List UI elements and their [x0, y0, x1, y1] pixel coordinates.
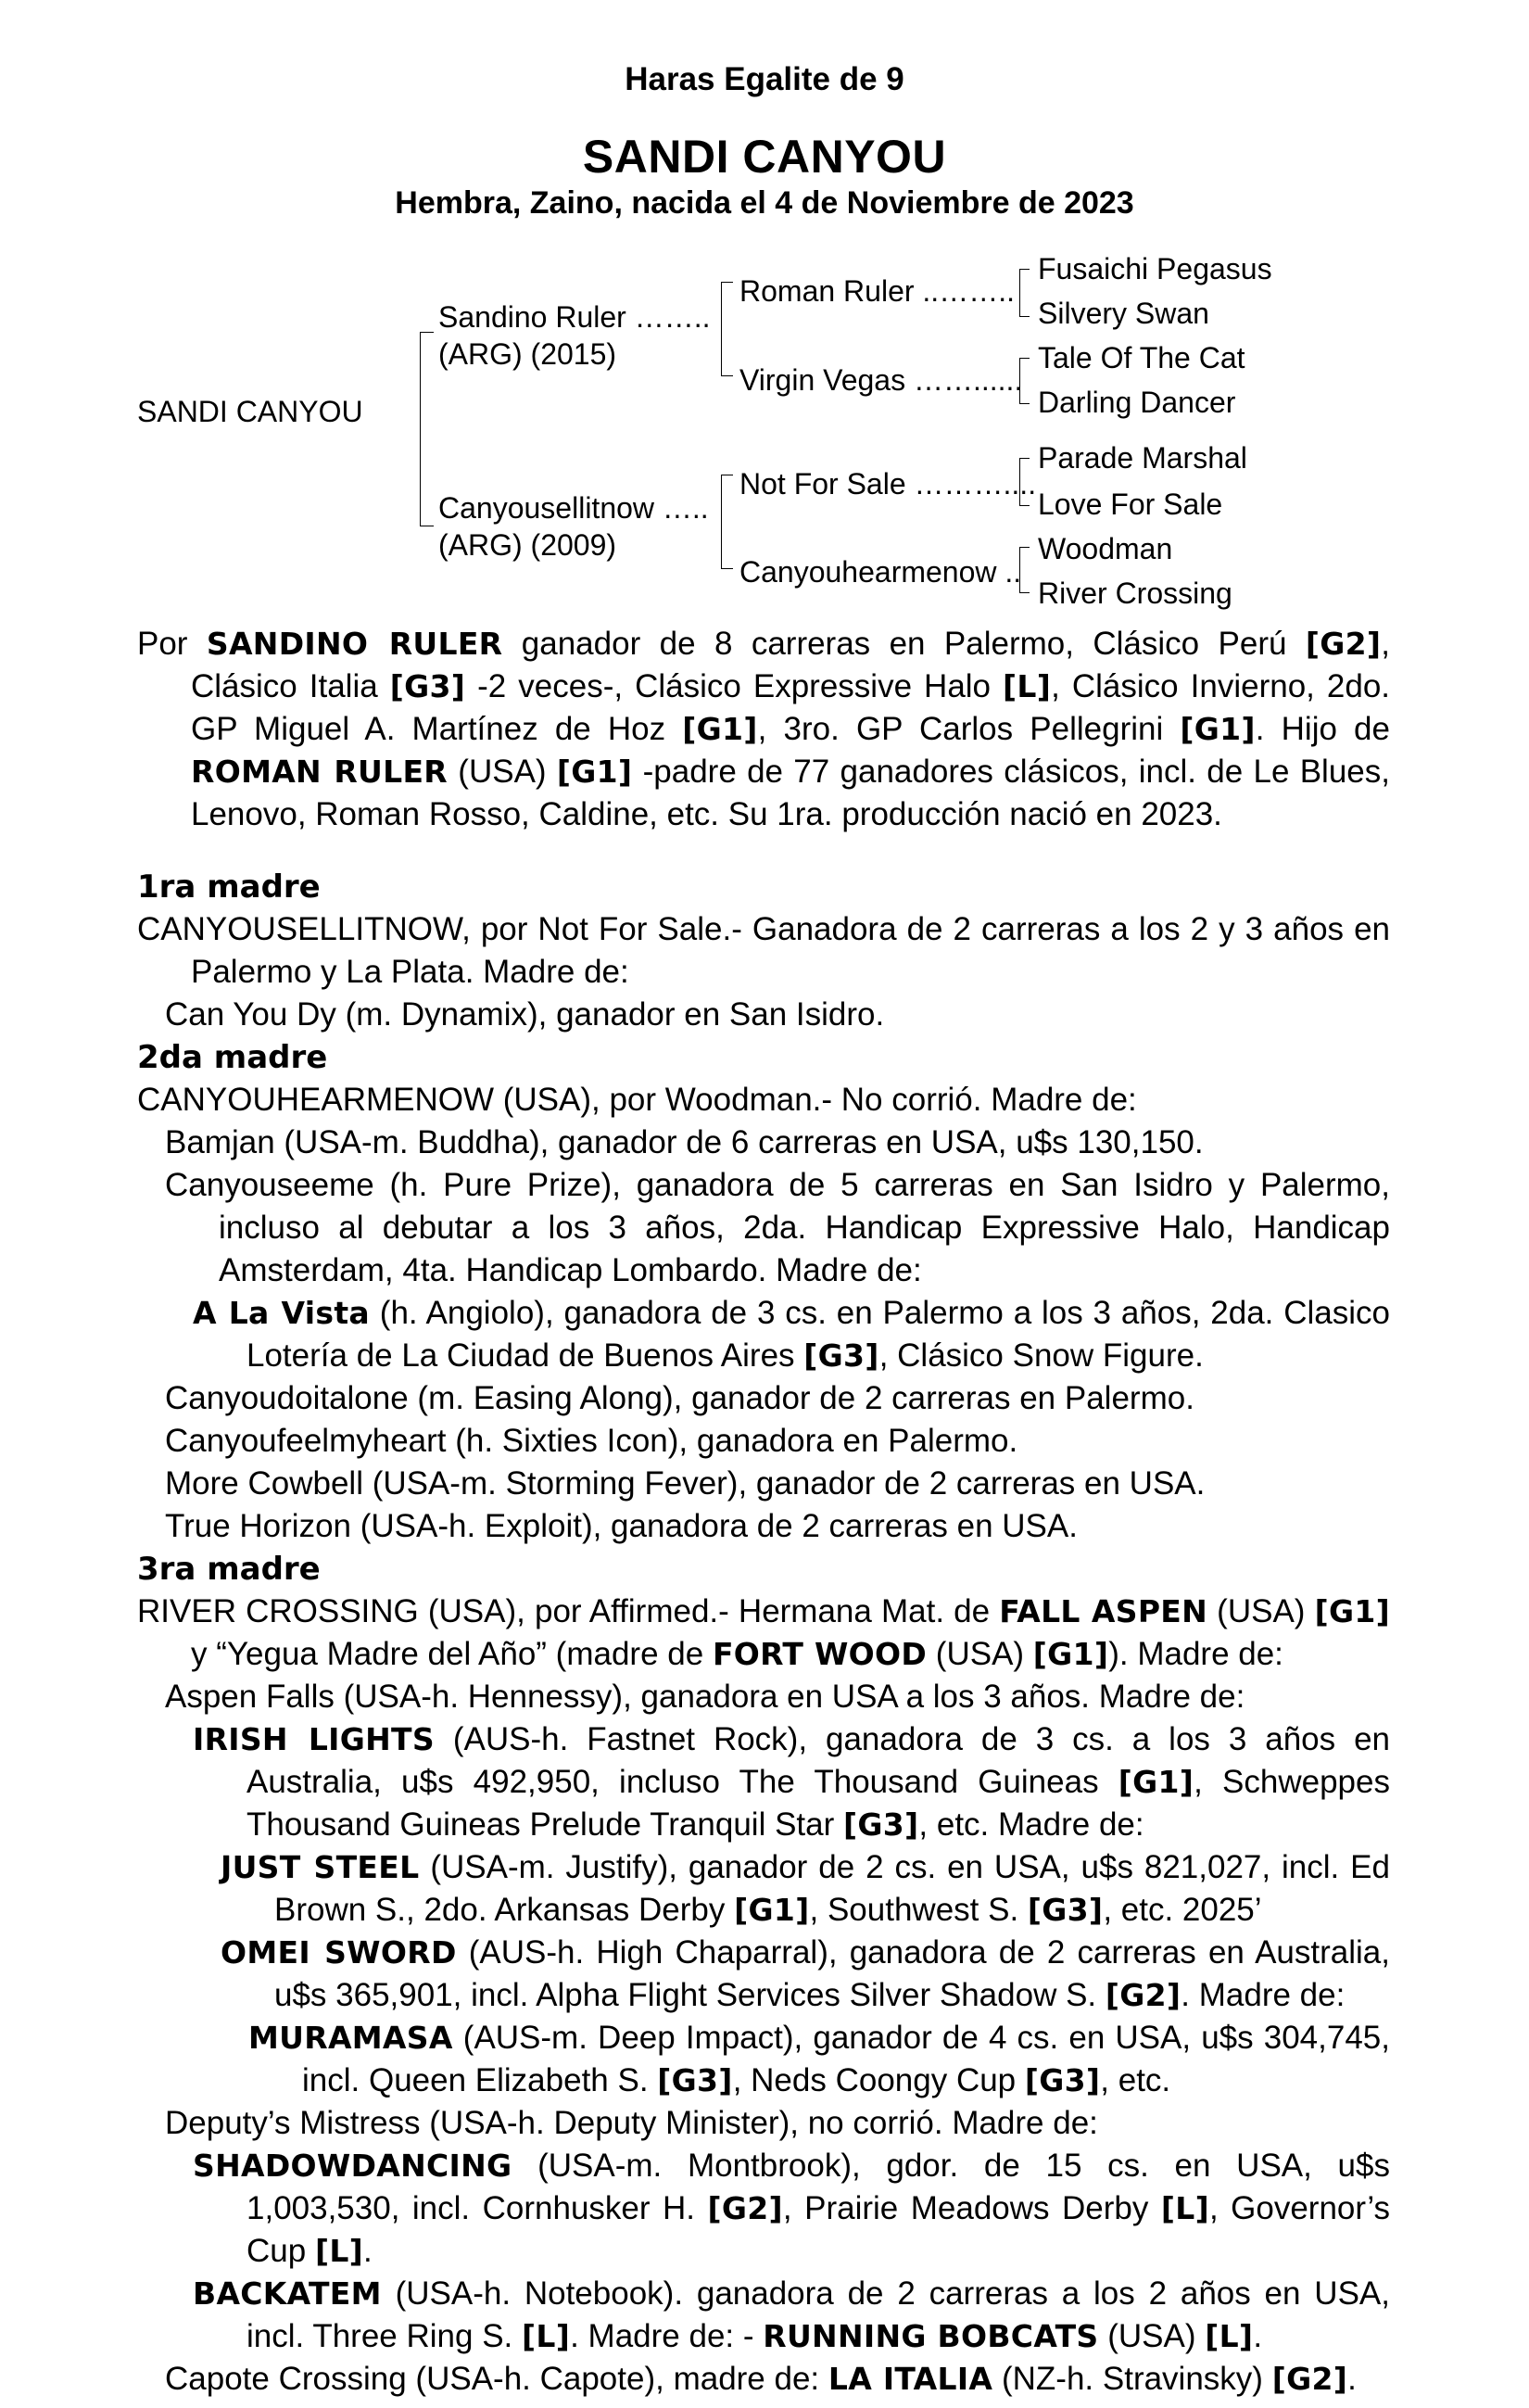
pedigree-g3-7: River Crossing: [1038, 577, 1232, 610]
madre1-intro: CANYOUSELLITNOW, por Not For Sale.- Ganadora de 2 carreras a los 2 y 3 años en Palermo y La Plata. Madre de:: [137, 911, 1390, 990]
bracket-g3-3: [1019, 458, 1030, 506]
pedigree-dam-origin: (ARG) (2009): [438, 528, 617, 562]
madre3-descendant: MURAMASA (AUS-m. Deep Impact), ganador de 4 cs. en USA, u$s 304,745, incl. Queen Elizabeth S. [G3], Neds Coongy Cup [G3], etc.: [248, 2020, 1390, 2098]
madre1-offspring: Can You Dy (m. Dynamix), ganador en San Isidro.: [165, 996, 885, 1033]
bracket-g3-1: [1019, 269, 1030, 317]
pedigree-sire-origin: (ARG) (2015): [438, 337, 617, 371]
pedigree-g3-1: Silvery Swan: [1038, 297, 1209, 330]
bracket-dam: [721, 475, 733, 569]
bracket-subject: [420, 332, 434, 526]
pedigree-subject: SANDI CANYOU: [137, 395, 363, 428]
madre3-grand-offspring: SHADOWDANCING (USA-m. Montbrook), gdor. de 15 cs. en USA, u$s 1,003,530, incl. Cornhusker H. [G2], Prairie Meadows Derby [L], Governor’s Cup [L].: [193, 2148, 1390, 2269]
madre3-great-grand-offspring: JUST STEEL (USA-m. Justify), ganador de 2 cs. en USA, u$s 821,027, incl. Ed Brown S., 2do. Arkansas Derby [G1], Southwest S. [G3], etc. 2025’: [221, 1849, 1390, 1928]
horse-description: Hembra, Zaino, nacida el 4 de Noviembre de 2023: [395, 185, 1134, 221]
madre2-offspring: Canyoufeelmyheart (h. Sixties Icon), ganadora en Palermo.: [165, 1423, 1018, 1459]
pedigree-dam: Canyousellitnow …..: [438, 491, 709, 525]
madre2-offspring: Bamjan (USA-m. Buddha), ganador de 6 carreras en USA, u$s 130,150.: [165, 1124, 1204, 1160]
madre2-offspring: More Cowbell (USA-m. Storming Fever), ganador de 2 carreras en USA.: [165, 1465, 1206, 1502]
catalog-text: [137, 623, 1390, 2401]
pedigree-g3-2: Tale Of The Cat: [1038, 341, 1245, 374]
heading-1ra-madre: 1ra madre: [137, 868, 321, 906]
pedigree-g3-4: Parade Marshal: [1038, 441, 1247, 475]
bracket-g3-2: [1019, 358, 1030, 404]
lot-title: Haras Egalite de 9: [625, 61, 904, 97]
pedigree-g3-3: Darling Dancer: [1038, 386, 1236, 419]
pedigree-g3-0: Fusaichi Pegasus: [1038, 252, 1272, 285]
bracket-g3-4: [1019, 547, 1030, 593]
horse-name: SANDI CANYOU: [582, 131, 947, 183]
pedigree-dam-sire: Not For Sale ………....: [739, 467, 1037, 501]
pedigree-g3-5: Love For Sale: [1038, 488, 1223, 521]
madre3-offspring: Deputy’s Mistress (USA-h. Deputy Minister), no corrió. Madre de:: [165, 2105, 1098, 2141]
madre3-great-grand-offspring: OMEI SWORD (AUS-h. High Chaparral), ganadora de 2 carreras en Australia, u$s 365,901, incl. Alpha Flight Services Silver Shadow S. [G2]. Madre de:: [221, 1934, 1390, 2013]
sire-paragraph: Por SANDINO RULER ganador de 8 carreras en Palermo, Clásico Perú [G2], Clásico Italia [G3] -2 veces-, Clásico Expressive Halo [L], Clásico Invierno, 2do. GP Miguel A. Martínez de Hoz [G1], 3ro. GP Carlos Pellegrini [G1]. Hijo de ROMAN RULER (USA) [G1] -padre de 77 ganadores clásicos, incl. de Le Blues, Lenovo, Roman Rosso, Caldine, etc. Su 1ra. producción nació en 2023.: [137, 626, 1391, 832]
madre2-offspring: True Horizon (USA-h. Exploit), ganadora de 2 carreras en USA.: [165, 1508, 1078, 1544]
madre3-grand-offspring: IRISH LIGHTS (AUS-h. Fastnet Rock), ganadora de 3 cs. a los 3 años en Australia, u$s 492,950, incluso The Thousand Guineas [G1], Schweppes Thousand Guineas Prelude Tranquil Star [G3], etc. Madre de:: [193, 1721, 1391, 1843]
pedigree-sire-sire: Roman Ruler ..……..: [739, 274, 1015, 308]
pedigree-dam-dam: Canyouhearmenow ..: [739, 555, 1022, 589]
pedigree-sire-dam: Virgin Vegas ……......: [739, 363, 1023, 397]
madre3-grand-offspring: BACKATEM (USA-h. Notebook). ganadora de 2 carreras a los 2 años en USA, incl. Three Ring S. [L]. Madre de: - RUNNING BOBCATS (USA) [L].: [193, 2275, 1390, 2354]
madre2-offspring: Canyouseeme (h. Pure Prize), ganadora de 5 carreras en San Isidro y Palermo, incluso al debutar a los 3 años, 2da. Handicap Expressive Halo, Handicap Amsterdam, 4ta. Handicap Lombardo. Madre de:: [165, 1167, 1390, 1288]
bracket-sire: [721, 282, 733, 376]
madre2-grand-offspring: A La Vista (h. Angiolo), ganadora de 3 cs. en Palermo a los 3 años, 2da. Clasico Lotería de La Ciudad de Buenos Aires [G3], Clásico Snow Figure.: [193, 1295, 1390, 1374]
madre2-offspring: Canyoudoitalone (m. Easing Along), ganador de 2 carreras en Palermo.: [165, 1380, 1194, 1416]
heading-2da-madre: 2da madre: [137, 1039, 328, 1076]
madre3-offspring: Capote Crossing (USA-h. Capote), madre de: LA ITALIA (NZ-h. Stravinsky) [G2].: [165, 2361, 1357, 2397]
madre3-offspring: Aspen Falls (USA-h. Hennessy), ganadora en USA a los 3 años. Madre de:: [165, 1679, 1245, 1715]
madre2-intro: CANYOUHEARMENOW (USA), por Woodman.- No corrió. Madre de:: [137, 1082, 1137, 1118]
pedigree-g3-6: Woodman: [1038, 532, 1173, 565]
pedigree-sire: Sandino Ruler ……..: [438, 300, 711, 334]
madre3-intro: RIVER CROSSING (USA), por Affirmed.- Hermana Mat. de FALL ASPEN (USA) [G1] y “Yegua Madre del Año” (madre de FORT WOOD (USA) [G1]). Madre de:: [137, 1593, 1390, 1672]
pedigree-chart: [0, 0, 1529, 630]
heading-3ra-madre: 3ra madre: [137, 1551, 321, 1588]
